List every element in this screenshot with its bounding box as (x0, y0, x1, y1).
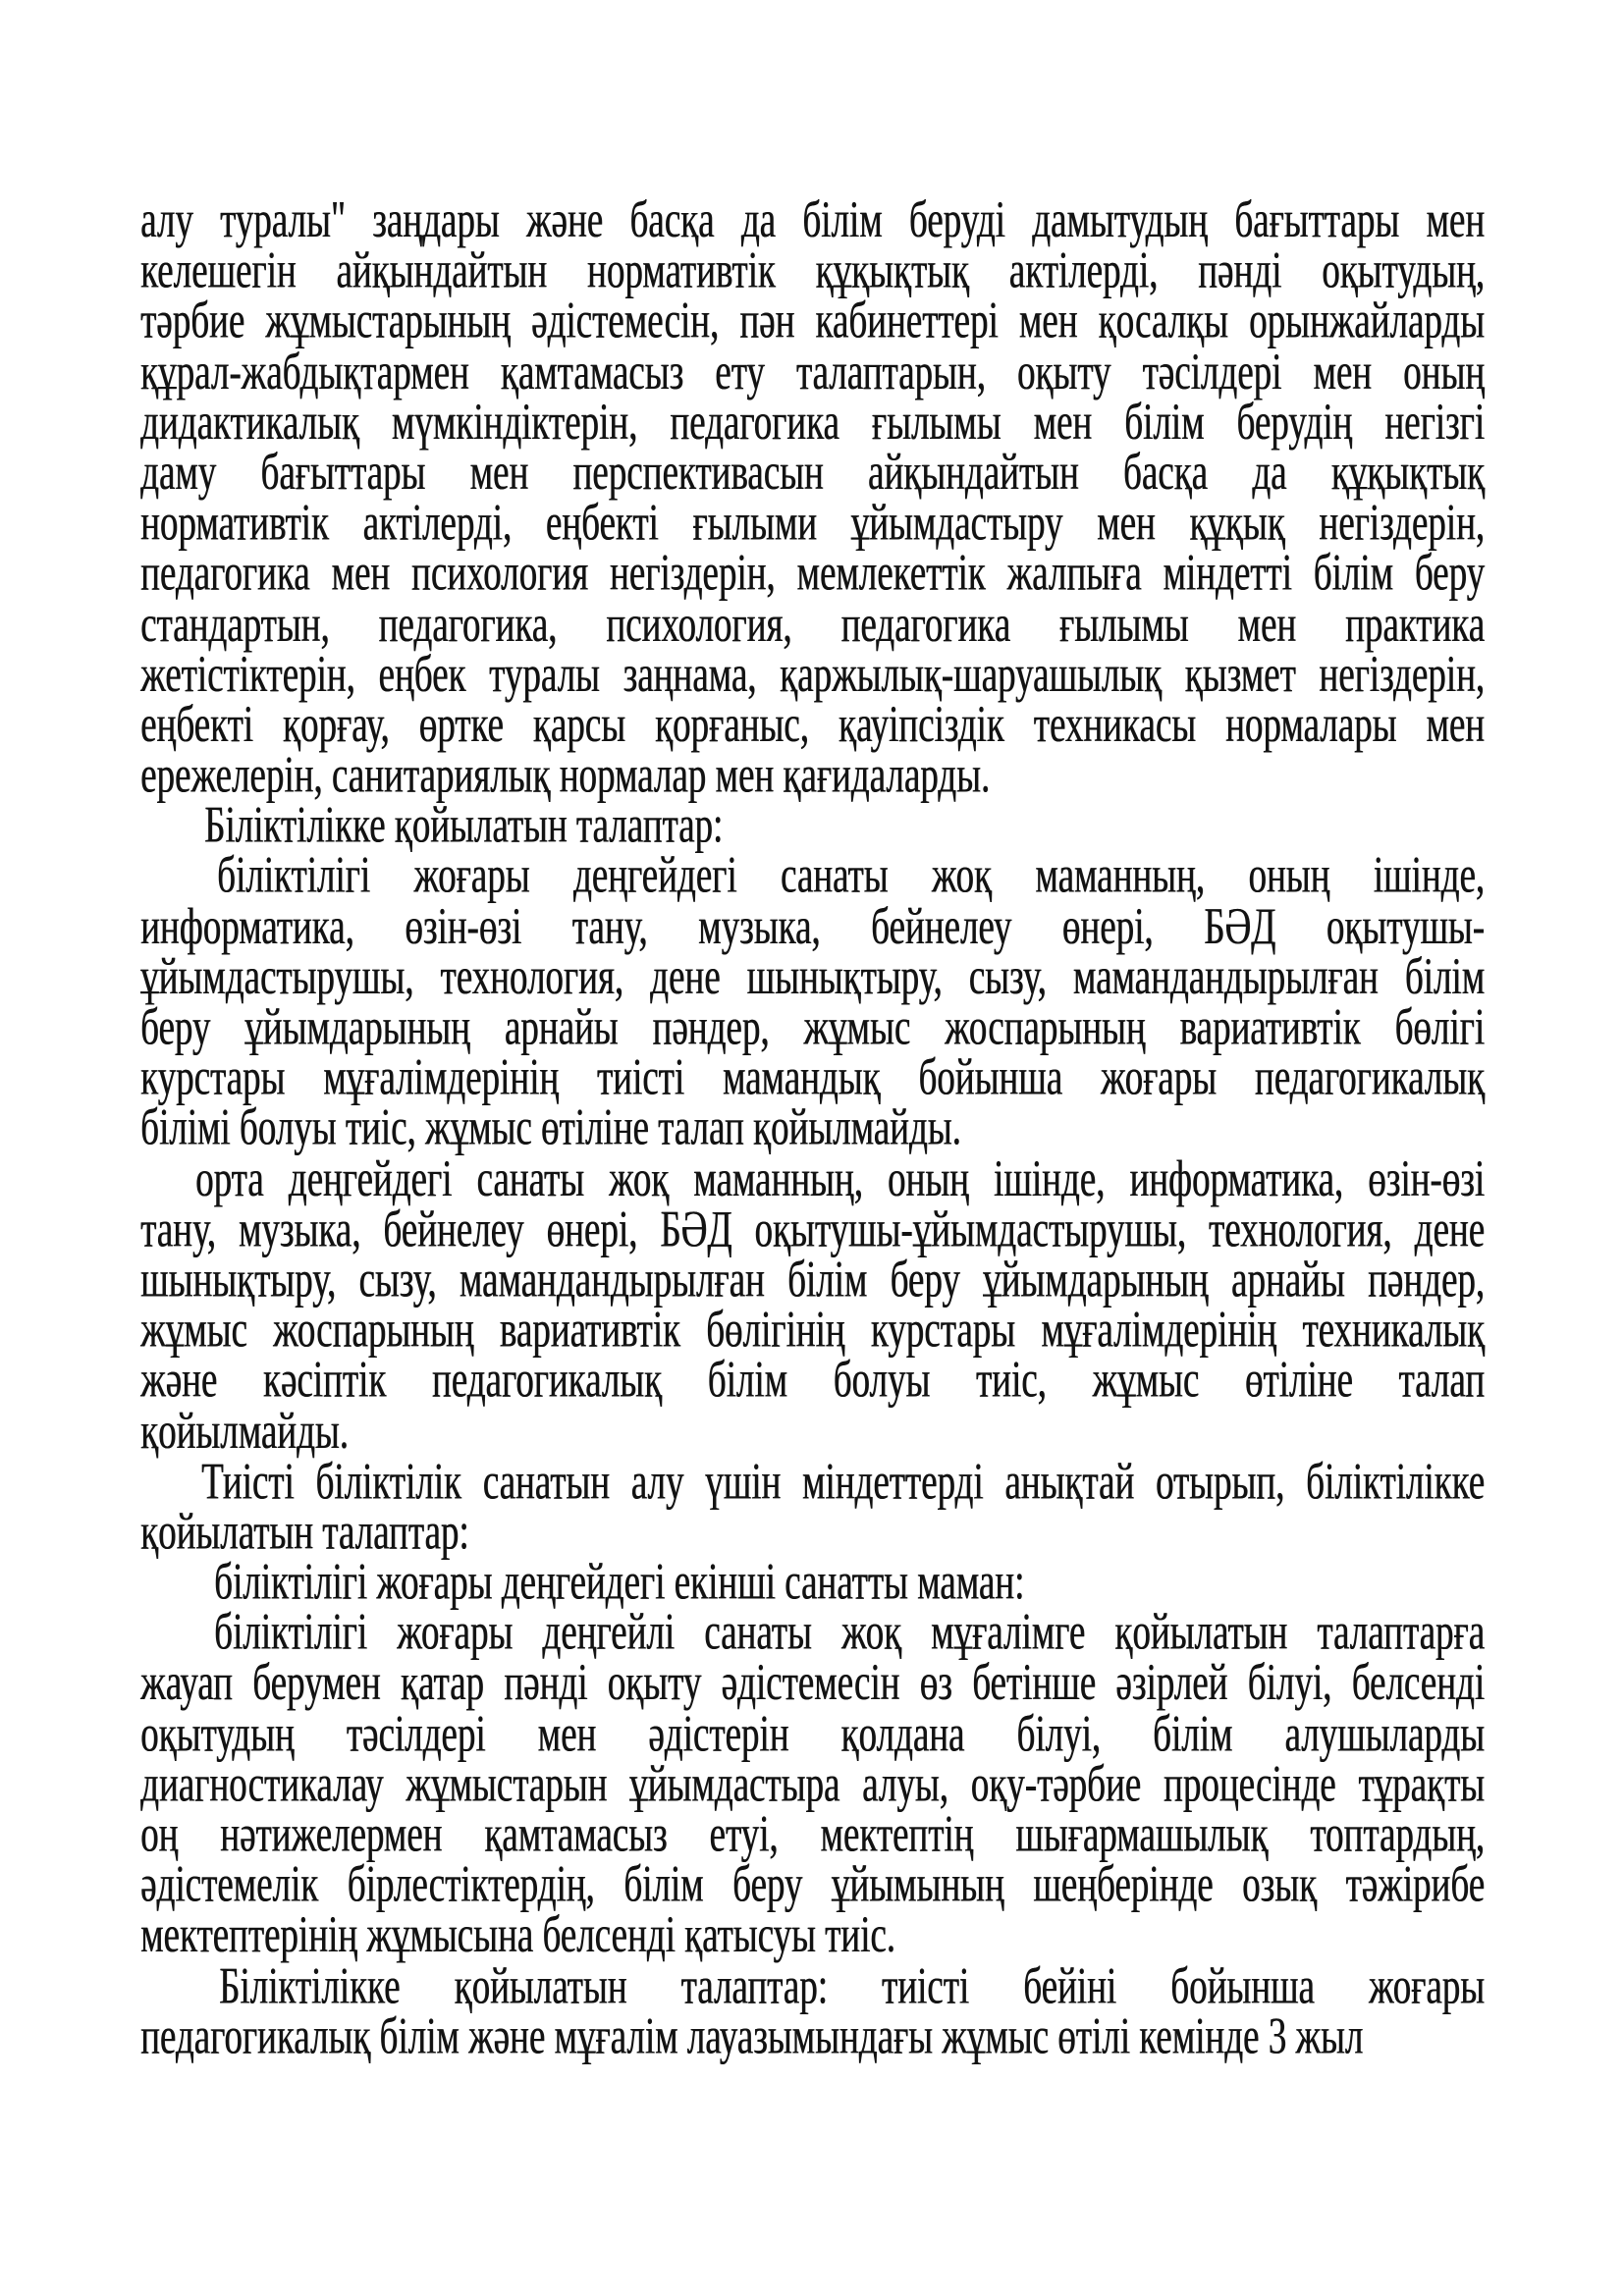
text-line: және кәсіптік педагогикалық білім болуы тиіс, жұмыс өтіліне талап (140, 1352, 1485, 1410)
text-line: оң нәтижелермен қамтамасыз етуі, мектептің шығармашылық топтардың, (140, 1806, 1485, 1864)
text-line: біліктілігі жоғары деңгейдегі санаты жоқ маманның, оның ішінде, (217, 847, 1485, 905)
text-line: информатика, өзін-өзі тану, музыка, бейнелеу өнері, БӘД оқытушы- (140, 898, 1485, 956)
text-line: қойылатын талаптар: (140, 1503, 469, 1562)
text-line: қойылмайды. (140, 1403, 349, 1461)
text-line: жұмыс жоспарының вариативтік бөлігінің курстары мұғалімдерінің техникалық (140, 1302, 1485, 1360)
text-line: педагогикалық білім және мұғалім лауазымындағы жұмыс өтілі кемінде 3 жыл (140, 2007, 1364, 2065)
text-line: Біліктілікке қойылатын талаптар: (204, 797, 724, 855)
text-line: стандартын, педагогика, психология, педагогика ғылымы мен практика (140, 595, 1485, 654)
text-line: тану, музыка, бейнелеу өнері, БӘД оқытушы-ұйымдастырушы, технология, дене (140, 1201, 1485, 1258)
text-line: шынықтыру, сызу, мамандандырылған білім беру ұйымдарының арнайы пәндер, (140, 1251, 1485, 1309)
paragraph (140, 847, 1485, 1157)
text-line: оқытудың тәсілдері мен әдістерін қолдана білуі, білім алушыларды (140, 1705, 1485, 1763)
text-line: ережелерін, санитариялық нормалар мен қағидаларды. (140, 746, 991, 805)
text-line: келешегін айқындайтын нормативтік құқықтық актілерді, пәнді оқытудың, (140, 242, 1485, 300)
text-line: жауап берумен қатар пәнді оқыту әдістемесін өз бетінше әзірлей білуі, белсенді (140, 1654, 1485, 1713)
text-line: жетістіктерін, еңбек туралы заңнама, қаржылық-шаруашылық қызмет негіздерін, (140, 646, 1485, 704)
text-line: педагогика мен психология негіздерін, мемлекеттік жалпыға міндетті білім беру (140, 545, 1485, 603)
text-line: дидактикалық мүмкіндіктерін, педагогика ғылымы мен білім берудің негізгі (140, 394, 1485, 452)
paragraph (140, 1604, 1485, 1965)
paragraph (140, 1453, 1485, 1562)
text-line: диагностикалау жұмыстарын ұйымдастыра алуы, оқу-тәрбие процесінде тұрақты (140, 1755, 1485, 1813)
text-line: біліктілігі жоғары деңгейлі санаты жоқ мұғалімге қойылатын талаптарға (214, 1604, 1485, 1662)
text-line: мектептерінің жұмысына белсенді қатысуы тиіс. (140, 1906, 895, 1965)
paragraph (140, 1957, 1485, 2065)
text-line: даму бағыттары мен перспективасын айқындайтын басқа да құқықтық (140, 444, 1485, 502)
text-line: құрал-жабдықтармен қамтамасыз ету талаптарын, оқыту тәсілдері мен оның (140, 343, 1485, 401)
text-line: ұйымдастырушы, технология, дене шынықтыру, сызу, мамандандырылған білім (140, 948, 1485, 1006)
paragraph (140, 797, 1485, 855)
text-line: беру ұйымдарының арнайы пәндер, жұмыс жоспарының вариативтік бөлігі (140, 998, 1485, 1057)
text-line: курстары мұғалімдерінің тиісті мамандық бойынша жоғары педагогикалық (140, 1049, 1485, 1107)
paragraph (140, 191, 1485, 805)
text-line: нормативтік актілерді, еңбекті ғылыми ұйымдастыру мен құқық негіздерін, (140, 495, 1485, 553)
text-line: біліктілігі жоғары деңгейдегі екінші санатты маман: (214, 1554, 1025, 1612)
document-text (140, 191, 1485, 2065)
text-line: Біліктілікке қойылатын талаптар: тиісті бейіні бойынша жоғары (219, 1957, 1485, 2015)
text-line: орта деңгейдегі санаты жоқ маманның, оның ішінде, информатика, өзін-өзі (195, 1150, 1485, 1208)
text-line: білімі болуы тиіс, жұмыс өтіліне талап қойылмайды. (140, 1099, 961, 1157)
text-line: еңбекті қорғау, өртке қарсы қорғаныс, қауіпсіздік техникасы нормалары мен (140, 696, 1485, 754)
text-line: әдістемелік бірлестіктердің, білім беру ұйымының шеңберінде озық тәжірибе (140, 1856, 1485, 1914)
paragraph (140, 1150, 1485, 1461)
text-line: Тиісті біліктілік санатын алу үшін міндеттерді анықтай отырып, біліктілікке (201, 1453, 1485, 1511)
text-line: алу туралы" заңдары және басқа да білім беруді дамытудың бағыттары мен (140, 191, 1485, 249)
text-line: тәрбие жұмыстарының әдістемесін, пән кабинеттері мен қосалқы орынжайларды (140, 293, 1485, 350)
paragraph (140, 1554, 1485, 1612)
